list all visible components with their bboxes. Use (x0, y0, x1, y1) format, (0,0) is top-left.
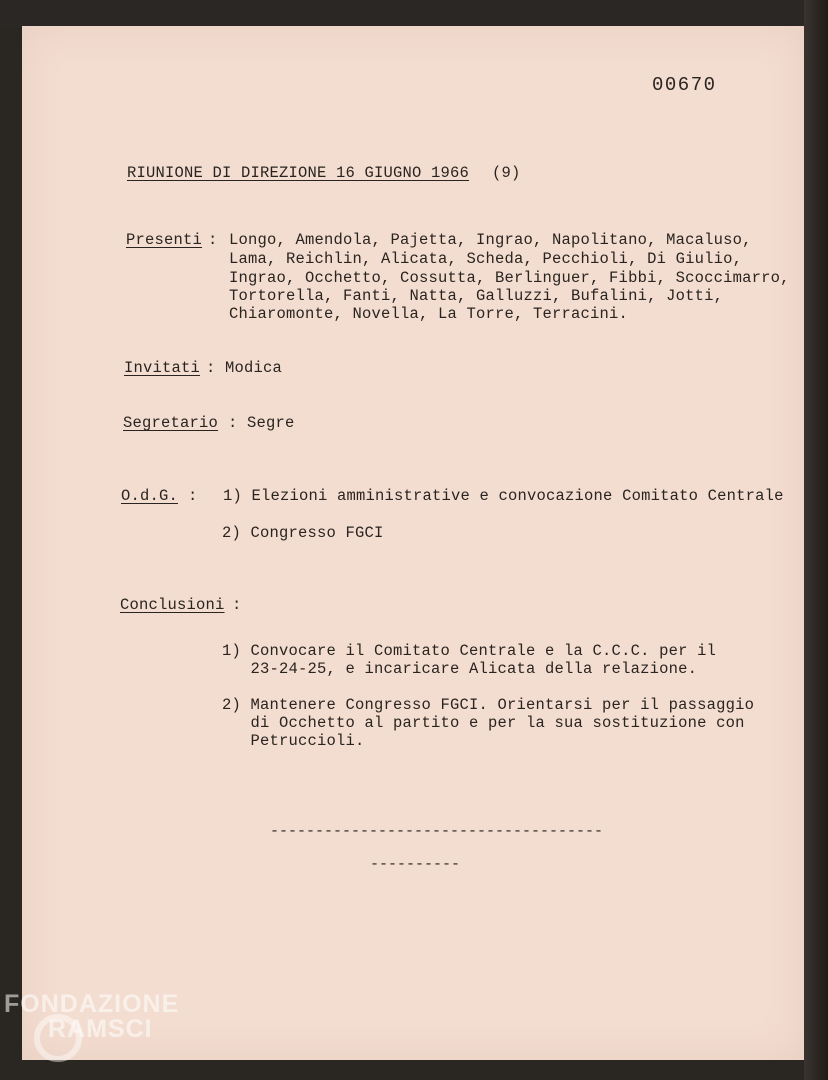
closing-rule-short: ---------- (370, 856, 461, 873)
document-title-suffix: (9) (492, 164, 521, 182)
document-number: 00670 (652, 74, 717, 96)
segretario-label: Segretario (123, 414, 219, 432)
presenti-line: Ingrao, Occhetto, Cossutta, Berlinguer, Fibbi, Scoccimarro, (229, 269, 790, 287)
segretario-value: : Segre (228, 414, 295, 432)
conclusione-line: 1) Convocare il Comitato Centrale e la C.C.C. per il (222, 642, 717, 660)
conclusione-line: Petruccioli. (222, 732, 365, 750)
invitati-label: Invitati (124, 359, 201, 377)
watermark-line1: FONDAZIONE (4, 990, 180, 1018)
conclusione-line: 2) Mantenere Congresso FGCI. Orientarsi per il passaggio (222, 696, 755, 714)
scan-background-right (804, 0, 828, 1080)
odg-label: O.d.G. (121, 487, 179, 505)
conclusioni-separator: : (232, 596, 242, 614)
odg-separator: : (188, 487, 198, 505)
presenti-separator: : (208, 231, 218, 249)
conclusione-line: 23-24-25, e incaricare Alicata della relazione. (222, 660, 698, 678)
presenti-line: Lama, Reichlin, Alicata, Scheda, Pecchioli, Di Giulio, (229, 250, 743, 268)
odg-item: 2) Congresso FGCI (222, 524, 384, 542)
conclusioni-label: Conclusioni (120, 596, 225, 614)
invitati-value: : Modica (206, 359, 283, 377)
conclusione-line: di Occhetto al partito e per la sua sostituzione con (222, 714, 745, 732)
presenti-line: Tortorella, Fanti, Natta, Galluzzi, Bufalini, Jotti, (229, 287, 724, 305)
presenti-label: Presenti (126, 231, 203, 249)
odg-item: 1) Elezioni amministrative e convocazione Comitato Centrale (223, 487, 784, 505)
archive-watermark (4, 990, 179, 1044)
document-title: RIUNIONE DI DIREZIONE 16 GIUGNO 1966 (127, 164, 470, 182)
scan-background-top (0, 0, 828, 26)
watermark-line2: RAMSCI (48, 1015, 153, 1043)
closing-rule-long: ------------------------------------- (270, 823, 604, 840)
presenti-line: Chiaromonte, Novella, La Torre, Terracini. (229, 305, 629, 323)
presenti-line: Longo, Amendola, Pajetta, Ingrao, Napolitano, Macaluso, (229, 231, 752, 249)
